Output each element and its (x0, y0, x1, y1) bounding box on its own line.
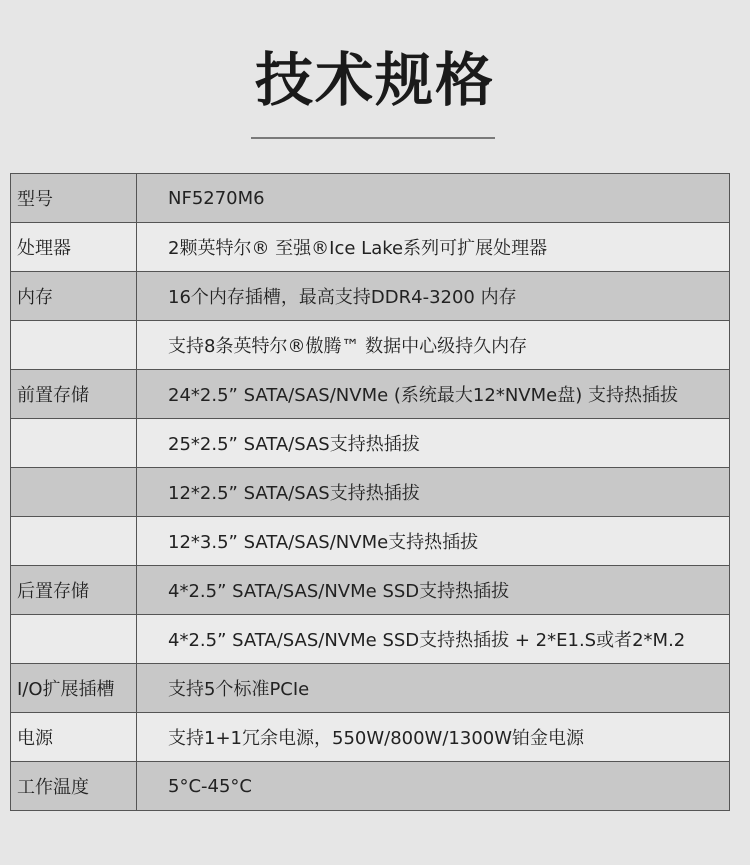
page-title: 技术规格 (254, 46, 495, 114)
spec-value: 支持5个标准PCIe (137, 664, 730, 713)
spec-value: 支持8条英特尔®傲腾™ 数据中心级持久内存 (137, 321, 730, 370)
spec-value: 5°C-45°C (137, 762, 730, 811)
spec-label: 电源 (11, 713, 137, 762)
spec-table-body (11, 174, 730, 811)
spec-row (11, 615, 730, 664)
spec-row (11, 468, 730, 517)
spec-row (11, 566, 730, 615)
spec-value: 24*2.5” SATA/SAS/NVMe (系统最大12*NVMe盘) 支持热插拔 (137, 370, 730, 419)
spec-label (11, 419, 137, 468)
spec-row (11, 664, 730, 713)
spec-label: 内存 (11, 272, 137, 321)
spec-table (10, 173, 730, 811)
spec-row (11, 370, 730, 419)
spec-value: 支持1+1冗余电源，550W/800W/1300W铂金电源 (137, 713, 730, 762)
title-divider (251, 137, 495, 139)
spec-value: 2颗英特尔® 至强®Ice Lake系列可扩展处理器 (137, 223, 730, 272)
spec-label: 后置存储 (11, 566, 137, 615)
spec-label (11, 517, 137, 566)
spec-label (11, 321, 137, 370)
spec-label: 处理器 (11, 223, 137, 272)
spec-row (11, 174, 730, 223)
spec-value: 12*3.5” SATA/SAS/NVMe支持热插拔 (137, 517, 730, 566)
spec-label: I/O扩展插槽 (11, 664, 137, 713)
spec-value: 4*2.5” SATA/SAS/NVMe SSD支持热插拔 (137, 566, 730, 615)
spec-label: 前置存储 (11, 370, 137, 419)
spec-label: 型号 (11, 174, 137, 223)
spec-label (11, 615, 137, 664)
spec-value: 12*2.5” SATA/SAS支持热插拔 (137, 468, 730, 517)
spec-row (11, 272, 730, 321)
spec-row (11, 223, 730, 272)
spec-label: 工作温度 (11, 762, 137, 811)
spec-label (11, 468, 137, 517)
spec-row (11, 713, 730, 762)
spec-row (11, 762, 730, 811)
spec-row (11, 321, 730, 370)
spec-value: 25*2.5” SATA/SAS支持热插拔 (137, 419, 730, 468)
spec-value: 4*2.5” SATA/SAS/NVMe SSD支持热插拔 + 2*E1.S或者2*M.2 (137, 615, 730, 664)
spec-value: NF5270M6 (137, 174, 730, 223)
spec-row (11, 517, 730, 566)
spec-value: 16个内存插槽，最高支持DDR4-3200 内存 (137, 272, 730, 321)
spec-row (11, 419, 730, 468)
